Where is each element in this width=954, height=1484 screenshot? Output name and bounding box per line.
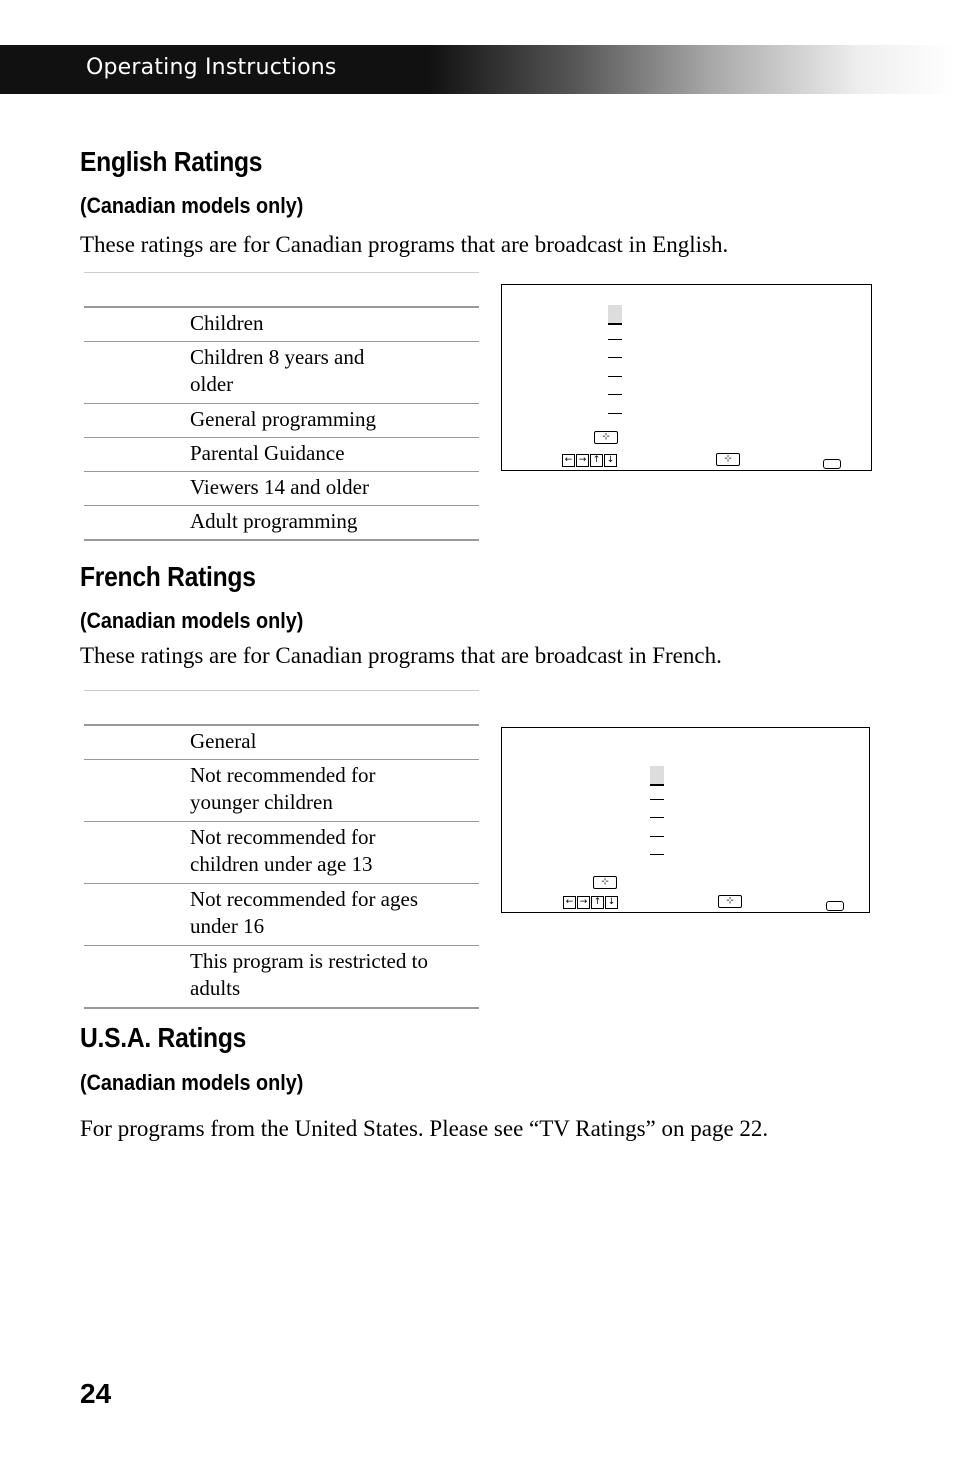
rating-code bbox=[84, 725, 190, 760]
rating-description: General programming bbox=[190, 406, 377, 431]
rating-code bbox=[84, 341, 190, 403]
arrow-keys-icon: ← → ↑ ↓ bbox=[562, 454, 617, 467]
rating-description: Children 8 years and older bbox=[190, 344, 365, 396]
rating-code bbox=[84, 884, 190, 946]
rating-marker bbox=[608, 376, 622, 377]
select-button-icon: ⊹ bbox=[718, 895, 742, 908]
exit-button-icon bbox=[823, 459, 841, 469]
rating-description: Not recommended for children under age 13 bbox=[190, 825, 376, 876]
table-row bbox=[84, 884, 479, 946]
rating-marker bbox=[650, 799, 664, 800]
rating-code bbox=[84, 307, 190, 342]
table-row bbox=[84, 437, 479, 471]
header-title: Operating Instructions bbox=[86, 55, 337, 80]
selection-highlight bbox=[650, 766, 664, 786]
rating-description: Adult programming bbox=[190, 508, 358, 533]
table-row bbox=[84, 822, 479, 884]
english-ratings-table bbox=[84, 272, 479, 541]
french-ratings-intro: These ratings are for Canadian programs that are broadcast in French. bbox=[80, 643, 722, 668]
table-row bbox=[84, 403, 479, 437]
rating-marker bbox=[650, 836, 664, 837]
rating-description: Children bbox=[190, 310, 264, 335]
rating-marker bbox=[608, 394, 622, 395]
select-button-icon: ⊹ bbox=[594, 431, 618, 444]
table-row bbox=[84, 760, 479, 822]
french-ratings-screen bbox=[501, 727, 870, 913]
french-ratings-heading: French Ratings bbox=[80, 561, 256, 592]
english-ratings-subheading: (Canadian models only) bbox=[80, 193, 304, 218]
table-header-row bbox=[84, 691, 479, 725]
usa-ratings-intro: For programs from the United States. Please see “TV Ratings” on page 22. bbox=[80, 1116, 769, 1141]
table-row bbox=[84, 946, 479, 1008]
table-row bbox=[84, 341, 479, 403]
rating-code bbox=[84, 505, 190, 540]
table-row bbox=[84, 471, 479, 505]
usa-ratings-heading: U.S.A. Ratings bbox=[80, 1022, 247, 1053]
english-ratings-heading: English Ratings bbox=[80, 146, 263, 177]
english-ratings-intro: These ratings are for Canadian programs that are broadcast in English. bbox=[80, 232, 729, 257]
table-row bbox=[84, 725, 479, 760]
french-ratings-subheading: (Canadian models only) bbox=[80, 608, 304, 633]
rating-description: General bbox=[190, 728, 257, 753]
rating-marker bbox=[650, 817, 664, 818]
rating-description: Not recommended for younger children bbox=[190, 763, 376, 814]
exit-button-icon bbox=[826, 901, 844, 911]
rating-marker bbox=[608, 413, 622, 414]
rating-description: Viewers 14 and older bbox=[190, 474, 369, 499]
rating-marker bbox=[650, 854, 664, 855]
rating-code bbox=[84, 822, 190, 884]
rating-marker bbox=[608, 339, 622, 340]
select-button-icon: ⊹ bbox=[593, 876, 617, 889]
rating-description: Parental Guidance bbox=[190, 440, 345, 465]
selection-highlight bbox=[608, 305, 622, 325]
table-header-row bbox=[84, 273, 479, 307]
english-ratings-screen bbox=[501, 284, 872, 471]
rating-code bbox=[84, 946, 190, 1008]
rating-code bbox=[84, 437, 190, 471]
rating-description: This program is restricted to adults bbox=[190, 949, 428, 1000]
page-number: 24 bbox=[80, 1378, 112, 1409]
table-row bbox=[84, 307, 479, 342]
rating-marker bbox=[608, 357, 622, 358]
rating-code bbox=[84, 760, 190, 822]
arrow-keys-icon: ← → ↑ ↓ bbox=[563, 896, 618, 909]
header-bar bbox=[0, 45, 954, 94]
usa-ratings-subheading: (Canadian models only) bbox=[80, 1070, 304, 1095]
rating-description: Not recommended for ages under 16 bbox=[190, 887, 418, 938]
table-row bbox=[84, 505, 479, 540]
french-ratings-table bbox=[84, 690, 479, 1009]
rating-code bbox=[84, 471, 190, 505]
select-button-icon: ⊹ bbox=[716, 453, 740, 466]
rating-code bbox=[84, 403, 190, 437]
